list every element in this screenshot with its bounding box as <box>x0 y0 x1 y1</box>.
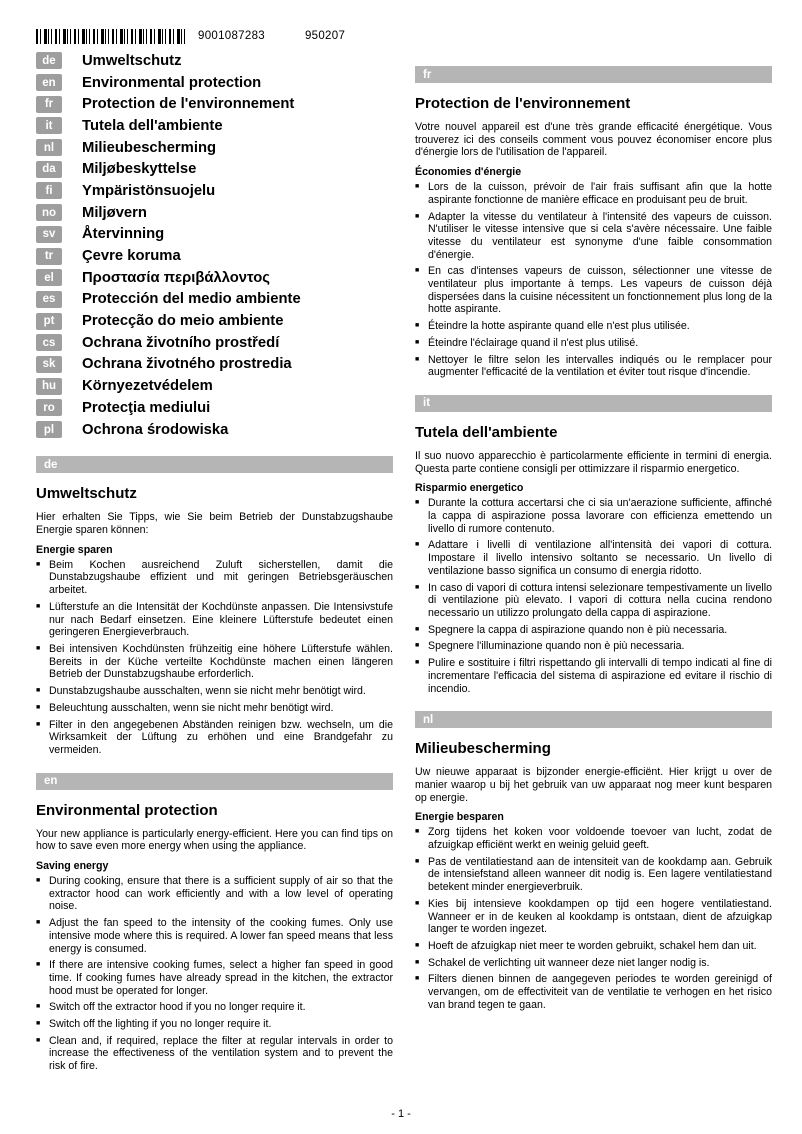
barcode-suffix: 950207 <box>304 30 346 42</box>
section-intro: Hier erhalten Sie Tipps, wie Sie beim Betrieb der Dunstabzugshaube Energie sparen können: <box>36 511 393 537</box>
bullet-square-icon: ■ <box>415 212 420 220</box>
bullet-item <box>36 559 393 597</box>
bullet-text: Switch off the extractor hood if you no longer require it. <box>49 1001 306 1014</box>
language-code-badge: da <box>36 161 62 178</box>
bullet-square-icon: ■ <box>415 267 420 275</box>
language-title: Miljøvern <box>82 204 147 221</box>
bullet-item <box>415 940 772 953</box>
bullet-item <box>36 685 393 698</box>
barcode-icon <box>36 29 186 44</box>
bullet-item <box>415 640 772 653</box>
section-subheading: Energie besparen <box>415 811 504 824</box>
language-title: Protecţia mediului <box>82 399 211 416</box>
language-index <box>36 50 393 440</box>
bullet-text: Clean and, if required, replace the filter at regular intervals in order to increase the effectiveness of the ventilation system and to prevent the risk of fire. <box>49 1034 393 1073</box>
bullet-text: Dunstabzugshaube ausschalten, wenn sie nicht mehr benötigt wird. <box>49 685 366 698</box>
section-intro: Il suo nuovo apparecchio è particolarmente efficiente in termini di energia. Questa parte contiene consigli per ottimizzare il risparmio energetico. <box>415 449 772 475</box>
bullet-text: Beim Kochen ausreichend Zuluft sicherstellen, damit die Dunstabzugshaube effizient und mit geringen Betriebsgeräuschen arbeitet. <box>49 558 393 597</box>
language-code-badge: fi <box>36 182 62 199</box>
language-title: Environmental protection <box>82 74 262 91</box>
language-code-badge: no <box>36 204 62 221</box>
language-title: Protection de l'environnement <box>82 96 295 113</box>
language-index-row <box>36 375 393 397</box>
bullet-text: En cas d'intenses vapeurs de cuisson, sélectionner une vitesse de ventilateur plus importante à temps. Les vapeurs de cuisson déjà dispersées dans la cuisine nécessitent un fonctionnement plus long de la hotte aspirante. <box>428 265 772 316</box>
bullet-text: Lors de la cuisson, prévoir de l'air frais suffisant afin que la hotte aspirante fonctionne de manière efficace en produisant peu de bruit. <box>428 181 772 206</box>
left-column <box>36 50 393 1077</box>
bullet-square-icon: ■ <box>415 583 420 591</box>
bullet-item <box>36 1018 393 1031</box>
bullet-square-icon: ■ <box>415 659 420 667</box>
bullet-square-icon: ■ <box>415 975 420 983</box>
bullet-text: Schakel de verlichting uit wanneer deze niet langer nodig is. <box>428 956 710 969</box>
language-title: Környezetvédelem <box>82 378 213 395</box>
bullet-item <box>415 624 772 637</box>
bullet-text: Kies bij intensieve kookdampen op tijd een hogere ventilatiestand. Wanneer er in de keuken al kookdamp is ontstaan, dient de afzuigkap langer te worden ingezet. <box>428 897 772 936</box>
section-subheading: Risparmio energetico <box>415 482 524 495</box>
language-code-badge: es <box>36 291 62 308</box>
language-title: Çevre koruma <box>82 248 181 265</box>
barcode-row <box>36 28 772 44</box>
bullet-list <box>36 559 393 757</box>
language-code-badge: pl <box>36 421 62 438</box>
language-code-badge: it <box>36 117 62 134</box>
bullet-square-icon: ■ <box>36 560 41 568</box>
bullet-list <box>36 875 393 1073</box>
language-index-row <box>36 289 393 311</box>
bullet-list <box>415 497 772 695</box>
language-title: Ochrana životního prostředí <box>82 334 280 351</box>
bullet-text: Beleuchtung ausschalten, wenn sie nicht mehr benötigt wird. <box>49 701 334 714</box>
language-code-badge: fr <box>36 96 62 113</box>
bullet-item <box>36 1035 393 1073</box>
bullet-item <box>36 643 393 681</box>
bullet-square-icon: ■ <box>415 857 420 865</box>
language-index-row <box>36 419 393 441</box>
language-index-row <box>36 72 393 94</box>
language-section <box>415 711 772 1011</box>
language-title: Protección del medio ambiente <box>82 291 301 308</box>
language-index-row <box>36 245 393 267</box>
bullet-square-icon: ■ <box>415 541 420 549</box>
language-code-badge: cs <box>36 334 62 351</box>
language-code-badge: de <box>36 52 62 69</box>
bullet-text: Durante la cottura accertarsi che ci sia un'aerazione sufficiente, affinché la cappa di aspirazione possa lavorare con efficienza emettendo un livello di rumore contenuto. <box>428 497 772 535</box>
bullet-square-icon: ■ <box>415 322 420 330</box>
bullet-square-icon: ■ <box>36 1020 41 1028</box>
bullet-item <box>415 497 772 535</box>
bullet-text: Spegnere la cappa di aspirazione quando non è più necessaria. <box>428 623 728 636</box>
bullet-item <box>415 337 772 350</box>
language-index-row <box>36 50 393 72</box>
bullet-text: Bei intensiven Kochdünsten frühzeitig eine höhere Lüfterstufe wählen. Bereits in der Küche verteilte Kochdünste machen einen längeren Betrieb der Dunstabzugshaube erforderlich. <box>49 643 393 681</box>
barcode-number: 9001087283 <box>198 30 265 42</box>
left-sections <box>36 456 393 1073</box>
language-title: Milieubescherming <box>82 139 217 156</box>
section-intro: Your new appliance is particularly energy-efficient. Here you can find tips on how to save even more energy when using the appliance. <box>36 827 393 853</box>
language-index-row <box>36 310 393 332</box>
language-code-badge: hu <box>36 378 62 395</box>
bullet-list <box>415 826 772 1011</box>
bullet-text: Lüfterstufe an die Intensität der Kochdünste anpassen. Die Intensivstufe nur nach Bedarf einsetzen. Eine kleinere Lüfterstufe bedeutet einen geringeren Energieverbrauch. <box>49 600 393 639</box>
bullet-item <box>415 856 772 894</box>
bullet-text: During cooking, ensure that there is a sufficient supply of air so that the extractor hood can work efficiently and with a low level of operating noise. <box>49 875 393 913</box>
bullet-text: Éteindre l'éclairage quand il n'est plus utilisé. <box>428 336 639 349</box>
bullet-square-icon: ■ <box>36 877 41 885</box>
bullet-item <box>36 875 393 913</box>
bullet-square-icon: ■ <box>36 1003 41 1011</box>
bullet-text: Zorg tijdens het koken voor voldoende toevoer van lucht, zodat de afzuigkap efficiënt werkt en weinig geluid geeft. <box>428 826 772 852</box>
language-index-row <box>36 224 393 246</box>
language-code-badge: sk <box>36 356 62 373</box>
section-title: Environmental protection <box>36 801 218 819</box>
section-language-bar <box>36 773 393 790</box>
section-language-bar <box>415 395 772 412</box>
bullet-text: Switch off the lighting if you no longer require it. <box>49 1018 272 1031</box>
bullet-text: Filters dienen binnen de aangegeven periodes te worden gereinigd of vervangen, om de effectiviteit van de ventilatie te verhogen en het risico van brand tegen te gaan. <box>428 973 772 1011</box>
language-title: Miljøbeskyttelse <box>82 161 197 178</box>
language-index-row <box>36 267 393 289</box>
bullet-square-icon: ■ <box>36 919 41 927</box>
section-language-code: de <box>44 458 58 471</box>
section-title: Umweltschutz <box>36 485 137 503</box>
language-title: Ympäristönsuojelu <box>82 182 216 199</box>
bullet-item <box>415 973 772 1011</box>
section-title: Milieubescherming <box>415 740 551 758</box>
language-code-badge: nl <box>36 139 62 156</box>
bullet-item <box>415 582 772 620</box>
language-code-badge: tr <box>36 248 62 265</box>
language-code-badge: en <box>36 74 62 91</box>
language-index-row <box>36 180 393 202</box>
bullet-square-icon: ■ <box>415 625 420 633</box>
language-index-row <box>36 115 393 137</box>
language-code-badge: pt <box>36 313 62 330</box>
language-title: Ochrona środowiska <box>82 421 229 438</box>
bullet-item <box>36 917 393 955</box>
section-language-bar <box>415 711 772 728</box>
bullet-item <box>36 959 393 997</box>
bullet-square-icon: ■ <box>36 602 41 610</box>
bullet-square-icon: ■ <box>36 687 41 695</box>
bullet-text: Spegnere l'illuminazione quando non è più necessaria. <box>428 640 685 653</box>
language-index-row <box>36 93 393 115</box>
language-index-row <box>36 354 393 376</box>
bullet-item <box>36 1001 393 1014</box>
section-intro: Uw nieuwe apparaat is bijzonder energie-efficiënt. Hier krijgt u over de manier waarop u bij het gebruik van uw apparaat nog meer kunt besparen op energie. <box>415 766 772 804</box>
bullet-text: If there are intensive cooking fumes, select a higher fan speed in good time. If cooking fumes have already spread in the kitchen, the extractor hood must be operated for longer. <box>49 959 393 997</box>
bullet-text: In caso di vapori di cottura intensi selezionare tempestivamente un livello di ventilazione più elevato. I vapori di cottura nella cucina rendono necessario un utilizzo prolungato della cappa di aspirazione. <box>428 581 772 619</box>
bullet-item <box>36 719 393 757</box>
language-section <box>36 456 393 756</box>
section-intro: Votre nouvel appareil est d'une très grande efficacité énergétique. Vous trouverez ici des conseils comment vous pouvez économiser encore plus d'énergie lors de l'utilisation de l'appareil. <box>415 121 772 159</box>
bullet-square-icon: ■ <box>415 183 420 191</box>
language-index-row <box>36 158 393 180</box>
language-index-row <box>36 137 393 159</box>
section-language-code: it <box>423 397 431 410</box>
language-code-badge: sv <box>36 226 62 243</box>
bullet-square-icon: ■ <box>415 338 420 346</box>
language-section <box>36 773 393 1073</box>
bullet-square-icon: ■ <box>415 899 420 907</box>
bullet-item <box>415 354 772 379</box>
language-title: Umweltschutz <box>82 52 182 69</box>
bullet-list <box>415 181 772 379</box>
bullet-text: Éteindre la hotte aspirante quand elle n'est plus utilisée. <box>428 320 690 333</box>
language-title: Protecção do meio ambiente <box>82 313 284 330</box>
bullet-text: Pulire e sostituire i filtri rispettando gli intervalli di tempo indicati al fine di incrementare l'efficacia del sistema di aspirazione ed evitare il rischio di incendio. <box>428 657 772 695</box>
right-sections <box>415 66 772 1011</box>
bullet-item <box>415 539 772 577</box>
bullet-square-icon: ■ <box>415 642 420 650</box>
bullet-square-icon: ■ <box>36 961 41 969</box>
bullet-item <box>36 601 393 639</box>
section-language-bar <box>415 66 772 83</box>
bullet-item <box>36 702 393 715</box>
bullet-square-icon: ■ <box>415 828 420 836</box>
bullet-text: Nettoyer le filtre selon les intervalles indiqués ou le remplacer pour augmenter l'efficacité de la ventilation et éviter tout risque d'incendie. <box>428 353 772 379</box>
bullet-square-icon: ■ <box>36 703 41 711</box>
language-title: Ochrana životného prostredia <box>82 356 292 373</box>
section-subheading: Économies d'énergie <box>415 166 522 179</box>
section-language-code: en <box>44 775 58 788</box>
right-column <box>415 50 772 1015</box>
section-language-code: nl <box>423 713 434 726</box>
bullet-item <box>415 181 772 206</box>
page-number: - 1 - <box>391 1108 411 1120</box>
bullet-item <box>415 826 772 851</box>
language-index-row <box>36 332 393 354</box>
bullet-item <box>415 265 772 316</box>
language-section <box>415 395 772 695</box>
language-index-row <box>36 397 393 419</box>
language-title: Tutela dell'ambiente <box>82 117 223 134</box>
language-title: Återvinning <box>82 226 165 243</box>
language-section <box>415 66 772 379</box>
language-title: Προστασία περιβάλλοντος <box>82 269 270 286</box>
bullet-item <box>415 320 772 333</box>
section-language-code: fr <box>423 68 432 81</box>
bullet-item <box>415 211 772 262</box>
bullet-square-icon: ■ <box>415 355 420 363</box>
bullet-text: Pas de ventilatiestand aan de intensiteit van de kookdamp aan. Gebruik de intensiefstand alleen wanneer dit nodig is. Een lagere ventilatiestand betekent minder energieverbruik. <box>428 855 772 894</box>
section-title: Protection de l'environnement <box>415 95 631 112</box>
bullet-item <box>415 957 772 970</box>
section-subheading: Saving energy <box>36 860 109 873</box>
page-columns <box>36 50 772 1077</box>
bullet-square-icon: ■ <box>415 958 420 966</box>
bullet-item <box>415 657 772 695</box>
bullet-text: Filter in den angegebenen Abständen reinigen bzw. wechseln, um die Wirksamkeit der Lüftung zu erhöhen und eine Brandgefahr zu vermeiden. <box>49 718 393 756</box>
language-code-badge: el <box>36 269 62 286</box>
section-language-bar <box>36 456 393 473</box>
bullet-square-icon: ■ <box>415 499 420 507</box>
bullet-square-icon: ■ <box>36 1036 41 1044</box>
bullet-square-icon: ■ <box>415 941 420 949</box>
bullet-text: Hoeft de afzuigkap niet meer te worden gebruikt, schakel hem dan uit. <box>428 939 757 952</box>
section-title: Tutela dell'ambiente <box>415 423 558 441</box>
section-subheading: Energie sparen <box>36 543 113 556</box>
bullet-text: Adattare i livelli di ventilazione all'intensità dei vapori di cottura. Impostare il livello intensivo soltanto se necessario. Un livello di ventilazione basso significa un consumo di energia ridotto. <box>428 539 772 577</box>
bullet-text: Adjust the fan speed to the intensity of the cooking fumes. Only use intensive mode where this is required. A lower fan speed means that less energy is consumed. <box>49 917 393 955</box>
language-code-badge: ro <box>36 399 62 416</box>
bullet-square-icon: ■ <box>36 720 41 728</box>
bullet-text: Adapter la vitesse du ventilateur à l'intensité des vapeurs de cuisson. N'utiliser le vitesse intensive que si cela s'avère nécessaire. Une faible vitesse du ventilateur est synonyme d'une faible consommation d'énergie. <box>428 210 772 261</box>
language-index-row <box>36 202 393 224</box>
bullet-item <box>415 898 772 936</box>
bullet-square-icon: ■ <box>36 645 41 652</box>
